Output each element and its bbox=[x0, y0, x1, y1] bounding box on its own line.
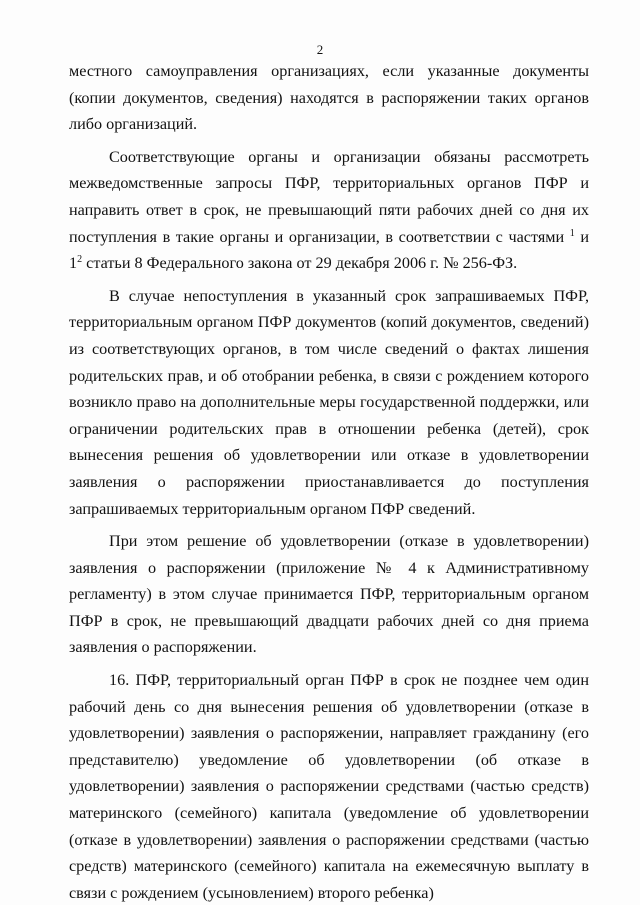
superscript-2: 2 bbox=[77, 254, 83, 266]
paragraph-2-text-after: статьи 8 Федерального закона от 29 декабря 2006 г. № 256-ФЗ. bbox=[82, 254, 518, 273]
paragraph-2 bbox=[69, 144, 589, 277]
superscript-1: 1 bbox=[569, 227, 575, 239]
paragraph-4: При этом решение об удовлетворении (отказе в удовлетворении) заявления о распоряжении (приложение № 4 к Административному регламенту) в этом случае принимается ПФР, территориальным органом ПФР в срок, не превышающий двадцати рабочих дней со дня приема заявления о распоряжении. bbox=[69, 532, 589, 657]
paragraph-1: местного самоуправления организациях, если указанные документы (копии документов, сведения) находятся в распоряжении таких органов либо организаций. bbox=[69, 62, 589, 134]
document-body bbox=[69, 58, 589, 912]
paragraph-2-text-before: Соответствующие органы и организации обязаны рассмотреть межведомственные запросы ПФР, территориальных органов ПФР и направить ответ в срок, не превышающий пяти рабочих дней со дня их поступления в такие органы и организации, в соответствии с частями bbox=[69, 147, 589, 246]
paragraph-5: 16. ПФР, территориальный орган ПФР в срок не позднее чем один рабочий день со дня вынесения решения об удовлетворении (отказе в удовлетворении) заявления о распоряжении, направляет гражданину (его представителю) уведомление об удовлетворении (об отказе в удовлетворении) заявления о распоряжении средствами (частью средств) материнского (семейного) капитала (уведомление об удовлетворении (отказе в удовлетворении) заявления о распоряжении средствами (частью средств) материнского (семейного) капитала на ежемесячную выплату в связи с рождением (усыновлением) второго ребенка) bbox=[69, 671, 589, 902]
paragraph-3: В случае непоступления в указанный срок запрашиваемых ПФР, территориальным органом ПФР документов (копий документов, сведений) из соответствующих органов, в том числе сведений о фактах лишения родительских прав, и об отобрании ребенка, в связи с рождением которого возникло право на дополнительные меры государственной поддержки, или ограничении родительских прав в отношении ребенка (детей), срок вынесения решения об удовлетворении или отказе в удовлетворении заявления о распоряжении приостанавливается до поступления запрашиваемых территориальным органом ПФР сведений. bbox=[69, 286, 589, 518]
page-number: 2 bbox=[316, 42, 324, 57]
paragraph-2-text-mid: и 1 bbox=[69, 227, 589, 273]
